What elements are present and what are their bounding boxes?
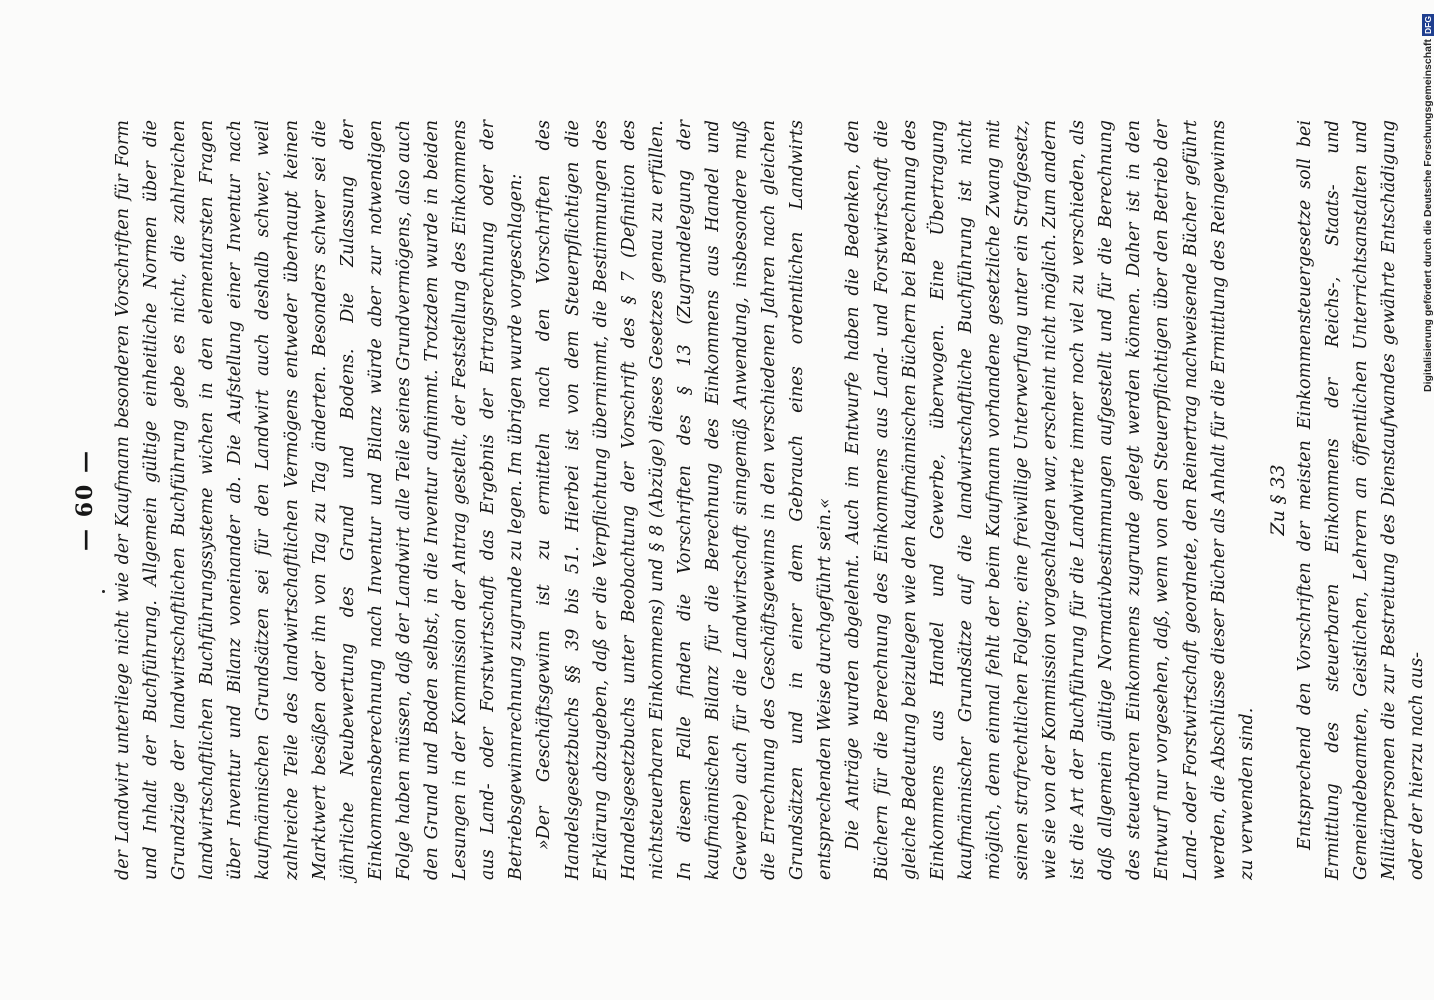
section-heading: Zu § 33 bbox=[1266, 464, 1289, 536]
credit-text: Digitalisierung gefördert durch die Deutsche Forschungsgemeinschaft bbox=[1422, 39, 1434, 392]
closing-paragraph: Entsprechend den Vorschriften der meisten Einkommensteuergesetze soll bei Ermittlung des steuerbaren Einkommens der Reichs-, Staats- und Gemeindebeamten, Geistlichen, Lehrern an öffentlichen Unterrichtsanstalten und Militärpersonen die zur Bestreitung des Dienstaufwandes gewährte Entschädigung oder der hierzu nach aus- bbox=[1294, 120, 1428, 880]
digitization-credit bbox=[1422, 14, 1434, 392]
paragraph: Die Anträge wurden abgelehnt. Auch im Entwurfe haben die Bedenken, den Büchern für die Berechnung des Einkommens aus Land- und Forstwirtschaft die gleiche Bedeutung beizulegen wie den kaufmännischen Büchern bei Berechnung des Einkommens aus Handel und Gewerbe, überwogen. Eine Übertragung kaufmännischer Grundsätze auf die landwirtschaftliche Buchführung ist nicht möglich, denn einmal fehlt der beim Kaufmann vorhandene gesetzliche Zwang mit seinen strafrechtlichen Folgen; eine freiwillige Unterwerfung unter ein Strafgesetz, wie sie von der Kommission vorgeschlagen war, erscheint nicht möglich. Zum andern ist die Art der Buchführung für die Landwirte immer noch viel zu verschieden, als daß allgemein gültige Normativbestimmungen aufgestellt und für die Berechnung des steuerbaren Einkommens zugrunde gelegt werden können. Daher ist in den Entwurf nur vorgesehen, daß, wenn von den Steuerpflichtigen über den Betrieb der Land- oder Forstwirtschaft geordnete, den Reinertrag nachweisende Bücher geführt werden, die Abschlüsse dieser Bücher als Anhalt für die Ermittlung des Reingewinns zu verwenden sind. bbox=[843, 120, 1257, 880]
paragraph: »Der Geschäftsgewinn ist zu ermitteln nach den Vorschriften des Handelsgesetzbuchs §§ 39 bis 51. Hierbei ist von dem Steuerpflichtigen die Erklärung abzugeben, daß er die Verpflichtung übernimmt, die Bestimmungen des Handelsgesetzbuchs unter Beobachtung der Vorschrift des § 7 (Definition des nichtsteuerbaren Einkommens) und § 8 (Abzüge) dieses Gesetzes genau zu erfüllen. In diesem Falle finden die Vorschriften des § 13 (Zugrundelegung der kaufmännischen Bilanz für die Berechnung des Einkommens aus Handel und Gewerbe) auch für die Landwirtschaft sinngemäß Anwendung, insbesondere muß die Errechnung des Geschäftsgewinns in den verschiedenen Jahren nach gleichen Grundsätzen und in einer dem Gebrauch eines ordentlichen Landwirts entsprechenden Weise durchgeführt sein.« bbox=[534, 120, 836, 880]
page-number: — 60 — bbox=[72, 449, 98, 551]
body-text bbox=[105, 120, 1431, 880]
paragraph: der Landwirt unterliege nicht wie der Kaufmann besonderen Vorschriften für Form und Inhalt der Buchführung. Allgemein gültige einheitliche Normen über die Grundzüge der landwirtschaftlichen Buchführung gebe es nicht, die zahlreichen landwirtschaftlichen Buchführungssysteme wichen in den elementarsten Fragen über Inventur und Bilanz voneinander ab. Die Aufstellung einer Inventur nach kaufmännischen Grundsätzen sei für den Landwirt auch deshalb schwer, weil zahlreiche Teile des landwirtschaftlichen Vermögens entweder überhaupt keinen Marktwert besäßen oder ihn von Tag zu Tag änderten. Besonders schwer sei die jährliche Neubewertung des Grund und Bodens. Die Zulassung der Einkommensberechnung nach Inventur und Bilanz würde aber zur notwendigen Folge haben müssen, daß der Landwirt alle Teile seines Grundvermögens, also auch den Grund und Boden selbst, in die Inventur aufnimmt. Trotzdem wurde in beiden Lesungen in der Kommission der Antrag gestellt, der Feststellung des Einkommens aus Land- oder Forstwirtschaft das Ergebnis der Ertragsrechnung oder der Betriebsgewinnrechnung zugrunde zu legen. Im übrigen wurde vorgeschlagen: bbox=[113, 120, 527, 880]
rotated-page bbox=[65, 120, 1428, 880]
dfg-logo: DFG bbox=[1423, 16, 1433, 35]
page-content bbox=[65, 120, 1428, 880]
